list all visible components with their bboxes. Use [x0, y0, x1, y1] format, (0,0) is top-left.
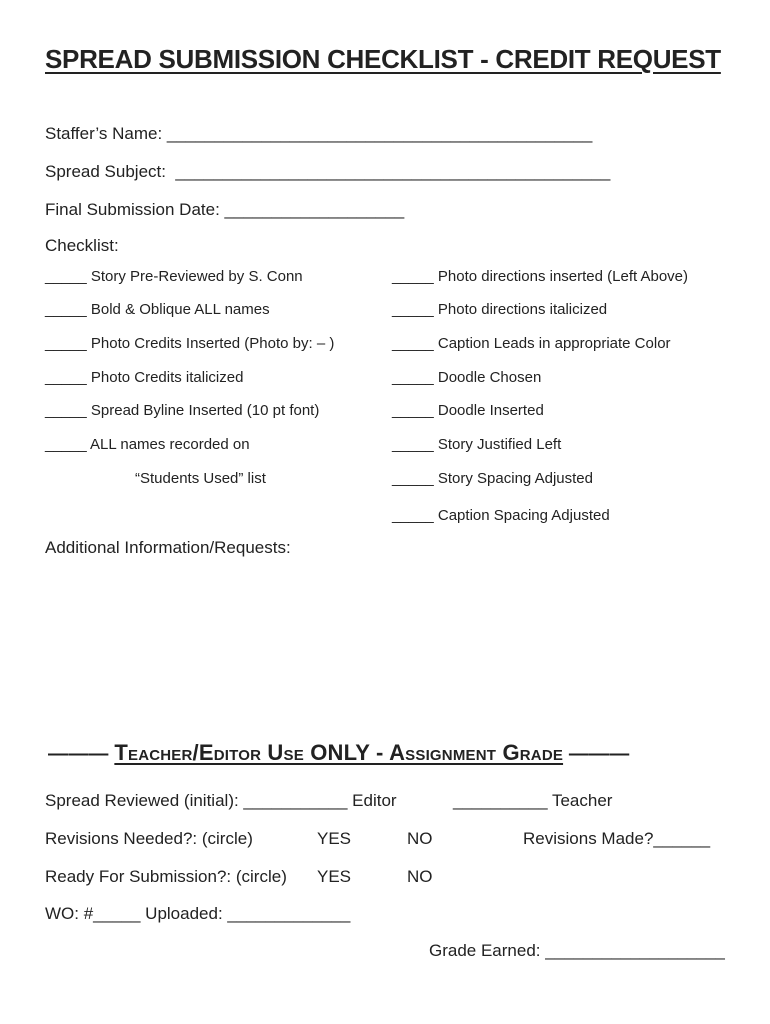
page-title: SPREAD SUBMISSION CHECKLIST - CREDIT REQUEST [45, 44, 721, 74]
checklist-item: _____ ALL names recorded on [45, 436, 250, 453]
heading-text: Teacher/Editor Use ONLY - Assignment Grade [114, 740, 564, 765]
checklist-item: _____ Doodle Chosen [392, 369, 542, 386]
teacher-initial-field: __________ Teacher [453, 791, 613, 810]
checklist-item: _____ Photo Credits italicized [45, 369, 244, 386]
final-submission-date-field: Final Submission Date: ___________________ [45, 200, 405, 219]
staffer-name-field: Staffer’s Name: _____________________________________________ [45, 124, 593, 143]
teacher-section-heading [48, 740, 629, 766]
checklist-item: _____ Caption Leads in appropriate Color [392, 335, 671, 352]
heading-dashes-right: ——— [563, 743, 630, 765]
spread-subject-field: Spread Subject: ______________________________________________ [45, 162, 611, 181]
checklist-item: _____ Photo directions italicized [392, 301, 608, 318]
checklist-item: _____ Story Pre-Reviewed by S. Conn [45, 268, 303, 285]
grade-earned-field: Grade Earned: ___________________ [429, 941, 725, 960]
checklist-item: _____ Bold & Oblique ALL names [45, 301, 270, 318]
revisions-needed-label: Revisions Needed?: (circle) [45, 829, 253, 848]
checklist-item: _____ Story Spacing Adjusted [392, 470, 593, 487]
revisions-made-field: Revisions Made?______ [523, 829, 711, 848]
checklist-item: _____ Doodle Inserted [392, 402, 544, 419]
additional-info-label: Additional Information/Requests: [45, 538, 291, 557]
checklist-item: _____ Story Justified Left [392, 436, 562, 453]
ready-no-option: NO [407, 867, 433, 886]
revisions-no-option: NO [407, 829, 433, 848]
checklist-item: _____ Spread Byline Inserted (10 pt font) [45, 402, 320, 419]
wo-uploaded-field: WO: #_____ Uploaded: _____________ [45, 904, 351, 923]
spread-reviewed-field: Spread Reviewed (initial): ___________ Editor [45, 791, 397, 810]
checklist-item-continuation: “Students Used” list [135, 470, 266, 487]
checklist-item: _____ Caption Spacing Adjusted [392, 507, 610, 524]
checklist-label: Checklist: [45, 236, 119, 255]
heading-dashes-left: ——— [48, 743, 115, 765]
ready-yes-option: YES [317, 867, 352, 886]
revisions-yes-option: YES [317, 829, 352, 848]
ready-for-submission-label: Ready For Submission?: (circle) [45, 867, 287, 886]
checklist-item: _____ Photo directions inserted (Left Above) [392, 268, 689, 285]
checklist-item: _____ Photo Credits Inserted (Photo by: – ) [45, 335, 335, 352]
